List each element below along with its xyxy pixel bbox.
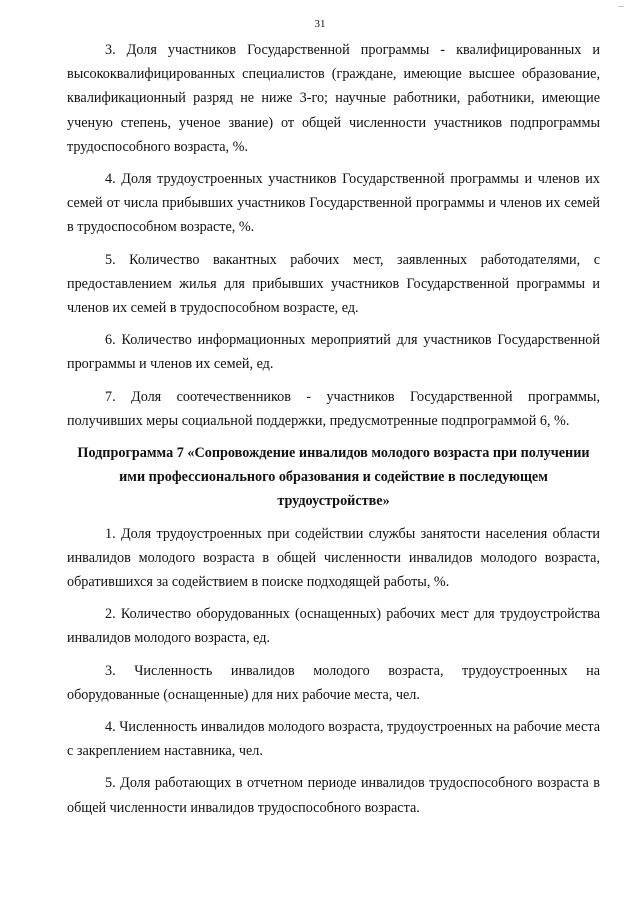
- list-item: 5. Количество вакантных рабочих мест, заявленных работодателями, с предоставлением жилья для прибывших участников Государственной программы и членов их семей в трудоспособном возрасте, ед.: [67, 251, 600, 317]
- subprogram-heading: Подпрограмма 7 «Сопровождение инвалидов молодого возраста при получении ими профессионального образования и содействие в последующем трудоустройстве»: [77, 445, 590, 510]
- list-item: 7. Доля соотечественников - участников Государственной программы, получивших меры социальной поддержки, предусмотренные подпрограммой 6, %.: [67, 388, 600, 429]
- corner-mark: ...: [618, 0, 624, 9]
- list-item: 6. Количество информационных мероприятий для участников Государственной программы и членов их семей, ед.: [67, 332, 600, 373]
- page-number: 31: [314, 18, 326, 30]
- list-item: 2. Количество оборудованных (оснащенных) рабочих мест для трудоустройства инвалидов молодого возраста, ед.: [67, 606, 600, 647]
- list-item: 3. Доля участников Государственной программы - квалифицированных и высококвалифицированных специалистов (граждане, имеющие высшее образование, квалификационный разряд не ниже 3-го; научные работники, работники, имеющие ученую степень, ученое звание) от общей численности участников подпрограммы трудоспособного возраста, %.: [67, 42, 600, 155]
- page-content: [67, 38, 600, 828]
- list-item: 3. Численность инвалидов молодого возраста, трудоустроенных на оборудованные (оснащенные) для них рабочие места, чел.: [67, 662, 600, 703]
- list-item: 4. Доля трудоустроенных участников Государственной программы и членов их семей от числа прибывших участников Государственной программы и членов их семей в трудоспособном возрасте, %.: [67, 171, 600, 236]
- list-item: 5. Доля работающих в отчетном периоде инвалидов трудоспособного возраста в общей численности инвалидов трудоспособного возраста.: [67, 775, 600, 816]
- list-item: 1. Доля трудоустроенных при содействии службы занятости населения области инвалидов молодого возраста в общей численности инвалидов молодого возраста, обратившихся за содействием в поиске подходящей работы, %.: [67, 525, 600, 591]
- list-item: 4. Численность инвалидов молодого возраста, трудоустроенных на рабочие места с закреплением наставника, чел.: [67, 719, 600, 760]
